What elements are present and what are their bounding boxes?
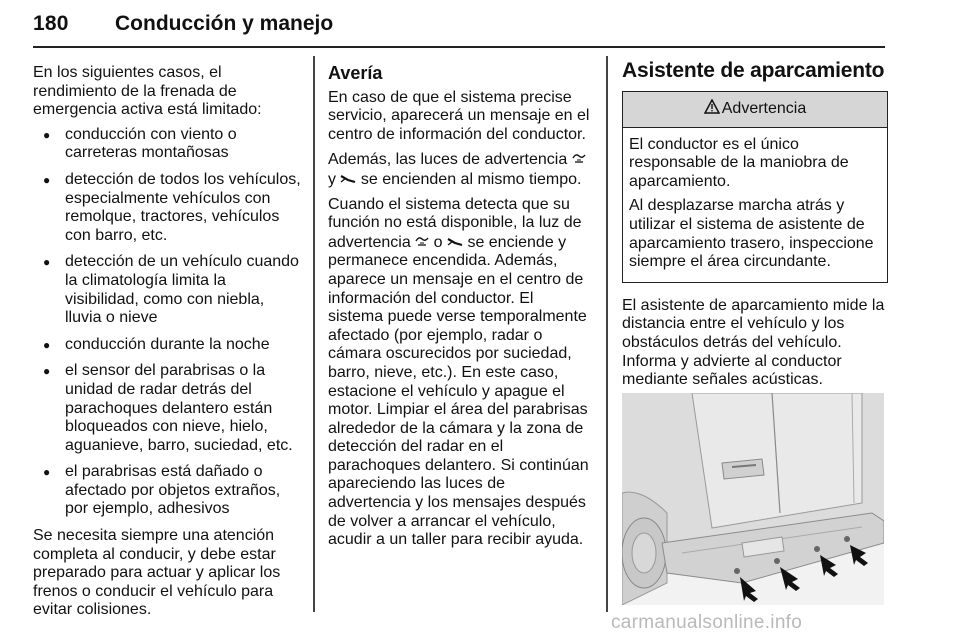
page-header — [33, 6, 885, 50]
warning-paragraph-1: El conductor es el único responsable de la maniobra de aparcamiento. — [629, 135, 849, 190]
page-number: 180 — [33, 12, 69, 35]
header-rule — [33, 46, 885, 48]
emergency-brake-off-icon — [340, 170, 356, 189]
warning-paragraph-2: Al desplazarse marcha atrás y utilizar el sistema de asistente de aparcamiento trasero, inspeccione siempre el área circundante. — [629, 197, 874, 271]
warning-triangle-icon — [704, 99, 720, 119]
column-1 — [33, 64, 303, 626]
list-item: ● el sensor del parabrisas o la unidad de radar detrás del parachoques delantero están bloqueados con nieve, hielo, aguanieve, barro, suciedad, etc. — [33, 362, 303, 455]
list-item: ● detección de todos los vehículos, especialmente vehículos con remolque, tractores, vehículos con barro, etc. — [33, 171, 303, 245]
collision-warning-icon — [415, 233, 429, 252]
list-item: ● conducción durante la noche — [33, 336, 303, 355]
chapter-title: Conducción y manejo — [115, 12, 334, 35]
section-heading-parking-assist: Asistente de aparcamiento — [622, 59, 885, 82]
list-item: ● conducción con viento o carreteras montañosas — [33, 126, 303, 163]
warning-header — [623, 92, 887, 128]
warning-title: Advertencia — [721, 99, 807, 117]
parking-sensor-illustration — [622, 393, 884, 605]
section-heading-averia: Avería — [328, 63, 383, 83]
column-divider-2 — [606, 56, 608, 612]
averia-paragraph-2: Además, las luces de advertencia y se encienden al mismo tiempo. — [328, 150, 592, 189]
warning-box — [622, 91, 888, 283]
list-item: ● el parabrisas está dañado o afectado por objetos extraños, por ejemplo, adhesivos — [33, 463, 303, 519]
warning-body — [623, 128, 887, 282]
column-2 — [328, 64, 592, 556]
averia-paragraph-3: Cuando el sistema detecta que su función no está disponible, la luz de advertencia o se enciende y permanece encendida. Además, aparece un mensaje en el centro de información del conductor. El sistema puede verse temporalmente afectado (por ejemplo, radar o cámara oscurecidos por suciedad, barro, nieve, etc.). En este caso, estacione el vehículo y apague el motor. Limpiar el área del parabrisas alrededor de la cámara y la zona de detección del radar en el parachoques delantero. Si continúan apareciendo las luces de advertencia y los mensajes después de volver a arrancar el vehículo, acudir a un taller para recibir ayuda. — [328, 195, 589, 549]
intro-paragraph: En los siguientes casos, el rendimiento de la frenada de emergencia activa está limitado: — [33, 64, 262, 119]
column-divider-1 — [313, 56, 315, 612]
averia-paragraph-1: En caso de que el sistema precise servicio, aparecerá un mensaje en el centro de información del conductor. — [328, 88, 590, 143]
watermark: carmanualsonline.info — [611, 612, 803, 633]
limitation-list — [33, 126, 303, 519]
parking-assist-paragraph: El asistente de aparcamiento mide la distancia entre el vehículo y los obstáculos detrás del vehículo. Informa y advierte al conductor mediante señales acústicas. — [622, 296, 885, 389]
closing-paragraph: Se necesita siempre una atención completa al conducir, y debe estar preparado para actuar y aplicar los frenos o conducir el vehículo para evitar colisiones. — [33, 527, 281, 619]
list-item: ● detección de un vehículo cuando la climatología limita la visibilidad, como con niebla, lluvia o nieve — [33, 253, 303, 327]
emergency-brake-off-icon — [447, 233, 463, 252]
collision-warning-icon — [572, 150, 586, 169]
column-3 — [622, 59, 888, 396]
